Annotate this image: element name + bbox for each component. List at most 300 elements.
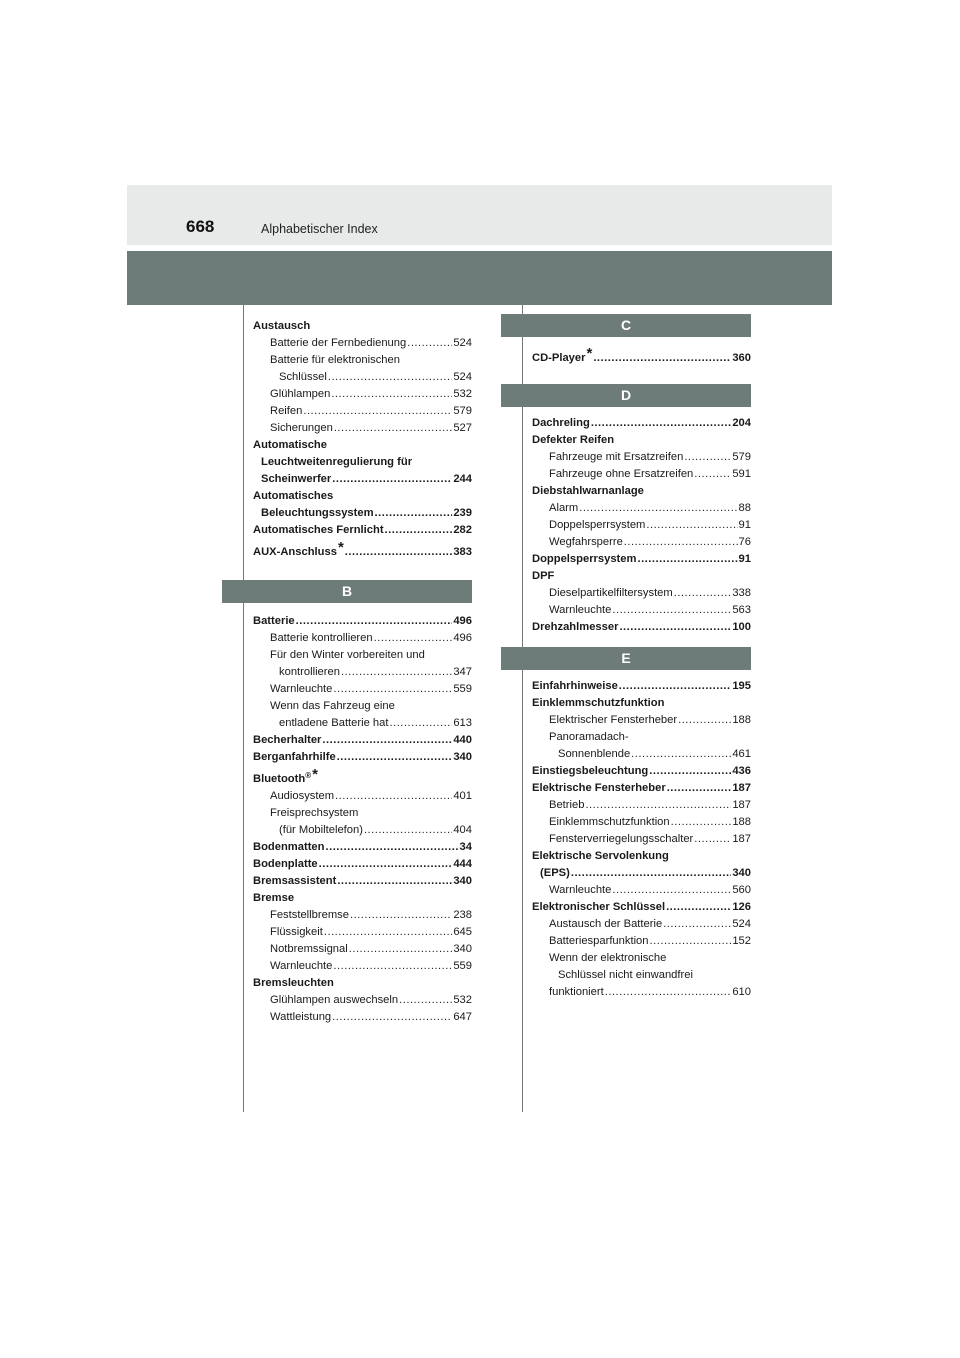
entry-text: Batterie kontrollieren <box>270 632 373 644</box>
entry-label <box>540 865 570 882</box>
dot-leader <box>328 369 452 386</box>
page-reference: 244 <box>453 473 472 485</box>
dot-leader <box>334 420 453 437</box>
dot-leader <box>694 831 731 848</box>
index-entry <box>532 619 751 636</box>
dot-leader <box>612 602 731 619</box>
index-entry <box>253 539 472 561</box>
index-entry <box>253 749 472 766</box>
index-entry <box>532 534 751 551</box>
entry-label <box>549 831 693 848</box>
index-entry-heading <box>532 483 751 500</box>
page-reference: 187 <box>732 799 751 811</box>
entry-label <box>549 585 673 602</box>
entry-text: Becherhalter <box>253 734 322 746</box>
entry-text: Berganfahrhilfe <box>253 751 336 763</box>
entry-text: entladene Batterie hat <box>279 717 389 729</box>
dot-leader <box>399 992 452 1009</box>
entry-label <box>270 335 406 352</box>
entry-text: (für Mobiltelefon) <box>279 824 363 836</box>
entry-text: Schlüssel nicht einwandfrei <box>558 969 693 981</box>
dot-leader <box>663 916 731 933</box>
entry-text: AUX-Anschluss <box>253 546 337 558</box>
entry-label <box>270 958 332 975</box>
entry-label <box>253 320 310 332</box>
entry-text: Einstiegsbeleuchtung <box>532 765 649 777</box>
entry-text: Warnleuchte <box>270 960 333 972</box>
entry-text: funktioniert <box>549 986 604 998</box>
entry-text: Warnleuchte <box>270 683 333 695</box>
entry-text: Elektrische Fensterheber <box>532 782 666 794</box>
dot-leader <box>605 984 732 1001</box>
page-reference: 579 <box>453 405 472 417</box>
entry-text: Sonnenblende <box>558 748 631 760</box>
page-reference: 91 <box>738 519 751 531</box>
page-reference: 524 <box>453 371 472 383</box>
entry-text: Automatisches Fernlicht <box>253 524 384 536</box>
index-entry <box>253 403 472 420</box>
entry-label <box>549 534 623 551</box>
entry-label <box>253 977 334 989</box>
entry-label <box>253 613 295 630</box>
entry-label <box>253 766 318 785</box>
entry-text: Defekter Reifen <box>532 434 615 446</box>
index-entry <box>253 613 472 630</box>
entry-label <box>532 763 648 780</box>
header-bar <box>127 251 832 305</box>
dot-leader <box>649 763 731 780</box>
entry-text: Drehzahlmesser <box>532 621 619 633</box>
page-reference: 444 <box>453 858 472 870</box>
page-reference: 282 <box>453 524 472 536</box>
section-header-d: D <box>501 384 751 407</box>
index-entry <box>253 664 472 681</box>
dot-leader <box>325 839 458 856</box>
entry-text: Bremsleuchten <box>253 977 334 989</box>
section-header-c: C <box>501 314 751 337</box>
page-reference: 579 <box>732 451 751 463</box>
dot-leader <box>619 619 731 636</box>
dot-leader <box>591 415 732 432</box>
dot-leader <box>674 585 732 602</box>
entry-label <box>549 933 649 950</box>
entry-label <box>549 500 578 517</box>
dot-leader <box>337 749 453 766</box>
page-reference: 340 <box>732 867 751 879</box>
entry-text: CD-Player <box>532 352 586 364</box>
entry-label <box>549 916 662 933</box>
entry-text: Batterie der Fernbedienung <box>270 337 407 349</box>
entry-label <box>532 570 554 582</box>
index-entry <box>253 788 472 805</box>
index-entry <box>532 585 751 602</box>
entry-label <box>532 899 665 916</box>
asterisk-icon: * <box>337 539 344 556</box>
page-reference: 340 <box>453 875 472 887</box>
entry-text: Wenn der elektronische <box>549 952 667 964</box>
entry-text: Warnleuchte <box>549 604 612 616</box>
entry-text: Feststellbremse <box>270 909 349 921</box>
entry-label <box>270 907 349 924</box>
page-reference: 360 <box>732 352 751 364</box>
entry-text: Batteriesparfunktion <box>549 935 649 947</box>
index-group-d <box>532 415 751 636</box>
dot-leader <box>571 865 731 882</box>
entry-text: Sicherungen <box>270 422 333 434</box>
entry-label <box>279 369 327 386</box>
index-entry <box>532 865 751 882</box>
index-entry-heading <box>532 695 751 712</box>
page-reference: 126 <box>732 901 751 913</box>
dot-leader <box>666 899 731 916</box>
asterisk-icon: * <box>312 766 318 783</box>
entry-text: Leuchtweitenregulierung für <box>261 456 413 468</box>
entry-label <box>261 471 331 488</box>
index-entry <box>532 984 751 1001</box>
dot-leader <box>374 630 453 647</box>
entry-label <box>270 681 332 698</box>
entry-text: Elektrischer Fensterheber <box>549 714 678 726</box>
dot-leader <box>694 466 731 483</box>
entry-label <box>253 892 294 904</box>
index-entry <box>532 899 751 916</box>
index-entry <box>253 1009 472 1026</box>
entry-label <box>253 856 318 873</box>
entry-text: Batterie <box>253 615 295 627</box>
index-group-b <box>253 613 472 1026</box>
entry-text: Beleuchtungssystem <box>261 507 374 519</box>
dot-leader <box>407 335 452 352</box>
index-entry-heading <box>253 890 472 907</box>
dot-leader <box>579 500 737 517</box>
index-entry <box>253 924 472 941</box>
dot-leader <box>349 941 453 958</box>
index-entry-heading <box>253 805 472 822</box>
index-entry <box>253 732 472 749</box>
entry-label <box>558 746 630 763</box>
entry-label <box>549 712 677 729</box>
entry-text: DPF <box>532 570 555 582</box>
registered-mark: ® <box>305 771 312 780</box>
dot-leader <box>322 732 452 749</box>
page-reference: 496 <box>453 632 472 644</box>
left-column-rule <box>243 305 244 1112</box>
dot-leader <box>341 664 452 681</box>
dot-leader <box>684 449 731 466</box>
entry-text: Doppelsperrsystem <box>549 519 646 531</box>
entry-label <box>253 522 384 539</box>
page-reference: 532 <box>453 994 472 1006</box>
index-entry <box>253 386 472 403</box>
page-reference: 436 <box>732 765 751 777</box>
page-reference: 91 <box>738 553 751 565</box>
entry-text: Fensterverriegelungsschalter <box>549 833 694 845</box>
dot-leader <box>350 907 452 924</box>
entry-text: Bodenplatte <box>253 858 318 870</box>
entry-label <box>549 984 604 1001</box>
index-entry-heading <box>532 950 751 967</box>
index-entry <box>532 712 751 729</box>
dot-leader <box>333 681 452 698</box>
dot-leader <box>624 534 738 551</box>
dot-leader <box>389 715 452 732</box>
entry-text: Audiosystem <box>270 790 335 802</box>
page-reference: 187 <box>732 782 751 794</box>
index-entry <box>253 958 472 975</box>
right-column <box>532 314 751 1001</box>
index-group-c <box>532 345 751 367</box>
index-entry <box>532 882 751 899</box>
entry-text: Wegfahrsperre <box>549 536 623 548</box>
entry-label <box>270 807 358 819</box>
entry-label <box>532 345 592 367</box>
entry-label <box>270 788 334 805</box>
index-entry-heading <box>253 975 472 992</box>
index-entry <box>253 522 472 539</box>
index-entry <box>532 551 751 568</box>
entry-label <box>270 403 302 420</box>
dot-leader <box>671 814 732 831</box>
entry-label <box>532 434 614 446</box>
entry-text: Fahrzeuge mit Ersatzreifen <box>549 451 684 463</box>
entry-label <box>270 354 400 366</box>
section-header-e: E <box>501 647 751 670</box>
entry-text: Betrieb <box>549 799 585 811</box>
entry-label <box>532 619 618 636</box>
page-reference: 340 <box>453 751 472 763</box>
index-entry <box>253 941 472 958</box>
dot-leader <box>332 1009 452 1026</box>
entry-label <box>270 700 395 712</box>
entry-label <box>558 969 693 981</box>
index-entry <box>253 369 472 386</box>
dot-leader <box>319 856 453 873</box>
entry-label <box>549 466 693 483</box>
page-reference: 559 <box>453 960 472 972</box>
entry-label <box>253 439 327 451</box>
dot-leader <box>337 873 452 890</box>
entry-text: Warnleuchte <box>549 884 612 896</box>
dot-leader <box>345 544 453 561</box>
index-entry <box>532 831 751 848</box>
index-entry <box>532 763 751 780</box>
dot-leader <box>637 551 737 568</box>
entry-label <box>549 517 645 534</box>
entry-text: Diebstahlwarnanlage <box>532 485 644 497</box>
entry-label <box>261 505 374 522</box>
entry-text: Austausch <box>253 320 311 332</box>
entry-text: Doppelsperrsystem <box>532 553 637 565</box>
entry-text: Batterie für elektronischen <box>270 354 400 366</box>
page-reference: 204 <box>732 417 751 429</box>
page-reference: 401 <box>453 790 472 802</box>
index-entry <box>532 678 751 695</box>
page-reference: 647 <box>453 1011 472 1023</box>
index-entry-heading <box>532 729 751 746</box>
dot-leader <box>333 958 452 975</box>
page-reference: 527 <box>453 422 472 434</box>
entry-text: Panoramadach- <box>549 731 629 743</box>
page-reference: 532 <box>453 388 472 400</box>
page-reference: 613 <box>453 717 472 729</box>
page-number: 668 <box>186 217 215 236</box>
entry-label <box>532 697 664 709</box>
entry-text: Wattleistung <box>270 1011 332 1023</box>
dot-leader <box>385 522 453 539</box>
entry-label <box>532 415 590 432</box>
index-entry <box>532 415 751 432</box>
entry-text: Freisprechsystem <box>270 807 359 819</box>
page-reference: 610 <box>732 986 751 998</box>
entry-text: Automatische <box>253 439 327 451</box>
page-reference: 340 <box>453 943 472 955</box>
index-entry <box>532 517 751 534</box>
entry-text: Schlüssel <box>279 371 327 383</box>
entry-label <box>270 386 330 403</box>
page-reference: 338 <box>732 587 751 599</box>
dot-leader <box>331 386 452 403</box>
index-entry <box>253 992 472 1009</box>
entry-text: Bremsassistent <box>253 875 337 887</box>
dot-leader <box>303 403 452 420</box>
entry-text: kontrollieren <box>279 666 340 678</box>
entry-label <box>532 780 666 797</box>
page-title: Alphabetischer Index <box>261 222 378 236</box>
page-reference: 383 <box>453 546 472 558</box>
index-entry <box>532 746 751 763</box>
entry-label <box>532 678 618 695</box>
entry-text: Dachreling <box>532 417 590 429</box>
dot-leader <box>296 613 453 630</box>
index-entry <box>253 335 472 352</box>
entry-label <box>253 749 336 766</box>
entry-label <box>253 490 333 502</box>
left-column <box>253 318 472 1026</box>
entry-text: Wenn das Fahrzeug eine <box>270 700 395 712</box>
entry-text: Reifen <box>270 405 303 417</box>
page-reference: 404 <box>453 824 472 836</box>
entry-text: Einfahrhinweise <box>532 680 618 692</box>
entry-label <box>279 715 388 732</box>
page-reference: 524 <box>732 918 751 930</box>
page-reference: 100 <box>732 621 751 633</box>
page-reference: 76 <box>738 536 751 548</box>
index-entry <box>532 780 751 797</box>
entry-label <box>270 941 348 958</box>
index-entry <box>253 839 472 856</box>
dot-leader <box>646 517 737 534</box>
page-reference: 195 <box>732 680 751 692</box>
entry-text: Notbremssignal <box>270 943 348 955</box>
entry-text: Glühlampen auswechseln <box>270 994 399 1006</box>
entry-label <box>549 882 611 899</box>
dot-leader <box>631 746 731 763</box>
entry-text: Bodenmatten <box>253 841 325 853</box>
entry-text: Automatisches <box>253 490 334 502</box>
index-group-e <box>532 678 751 1001</box>
entry-label <box>270 1009 331 1026</box>
section-header-b: B <box>222 580 472 603</box>
dot-leader <box>619 678 732 695</box>
index-entry <box>253 681 472 698</box>
index-entry <box>532 449 751 466</box>
entry-label <box>532 485 644 497</box>
page-reference: 559 <box>453 683 472 695</box>
index-entry-heading <box>253 488 472 505</box>
index-entry <box>253 505 472 522</box>
entry-label <box>253 732 321 749</box>
entry-label <box>532 850 669 862</box>
index-entry <box>532 602 751 619</box>
index-entry <box>253 856 472 873</box>
page-reference: 34 <box>459 841 472 853</box>
entry-text: Alarm <box>549 502 579 514</box>
entry-text: Dieselpartikelfiltersystem <box>549 587 673 599</box>
right-column-rule <box>522 305 523 1112</box>
index-group-a <box>253 318 472 561</box>
index-entry <box>253 873 472 890</box>
index-entry <box>532 466 751 483</box>
dot-leader <box>324 924 452 941</box>
dot-leader <box>593 350 731 367</box>
page-reference: 524 <box>453 337 472 349</box>
index-entry-heading <box>253 647 472 664</box>
entry-label <box>270 630 373 647</box>
entry-label <box>270 924 323 941</box>
entry-label <box>549 797 584 814</box>
entry-label <box>279 822 363 839</box>
entry-label <box>270 649 425 661</box>
index-entry-heading <box>532 432 751 449</box>
page-reference: 188 <box>732 816 751 828</box>
index-entry-heading <box>253 454 472 471</box>
page-reference: 461 <box>732 748 751 760</box>
index-entry-heading <box>532 848 751 865</box>
entry-text: Elektronischer Schlüssel <box>532 901 666 913</box>
page-reference: 440 <box>453 734 472 746</box>
entry-text: Einklemmschutzfunktion <box>549 816 670 828</box>
entry-label <box>253 839 324 856</box>
page-reference: 238 <box>453 909 472 921</box>
index-entry-heading <box>532 967 751 984</box>
entry-label <box>549 814 670 831</box>
index-entry-heading <box>253 437 472 454</box>
index-entry <box>532 500 751 517</box>
page-reference: 187 <box>732 833 751 845</box>
dot-leader <box>375 505 453 522</box>
entry-text: Elektrische Servolenkung <box>532 850 669 862</box>
asterisk-icon: * <box>586 345 593 362</box>
dot-leader <box>364 822 452 839</box>
entry-text: Flüssigkeit <box>270 926 323 938</box>
entry-label <box>270 420 333 437</box>
index-entry-heading <box>253 698 472 715</box>
entry-label <box>261 456 412 468</box>
dot-leader <box>667 780 732 797</box>
index-entry <box>532 797 751 814</box>
index-entry <box>532 933 751 950</box>
entry-text: Für den Winter vorbereiten und <box>270 649 425 661</box>
entry-label <box>270 992 398 1009</box>
page-reference: 591 <box>732 468 751 480</box>
entry-text: Einklemmschutzfunktion <box>532 697 665 709</box>
entry-text: Austausch der Batterie <box>549 918 663 930</box>
index-entry <box>532 814 751 831</box>
page-reference: 152 <box>732 935 751 947</box>
dot-leader <box>612 882 731 899</box>
dot-leader <box>678 712 731 729</box>
index-entry <box>253 822 472 839</box>
